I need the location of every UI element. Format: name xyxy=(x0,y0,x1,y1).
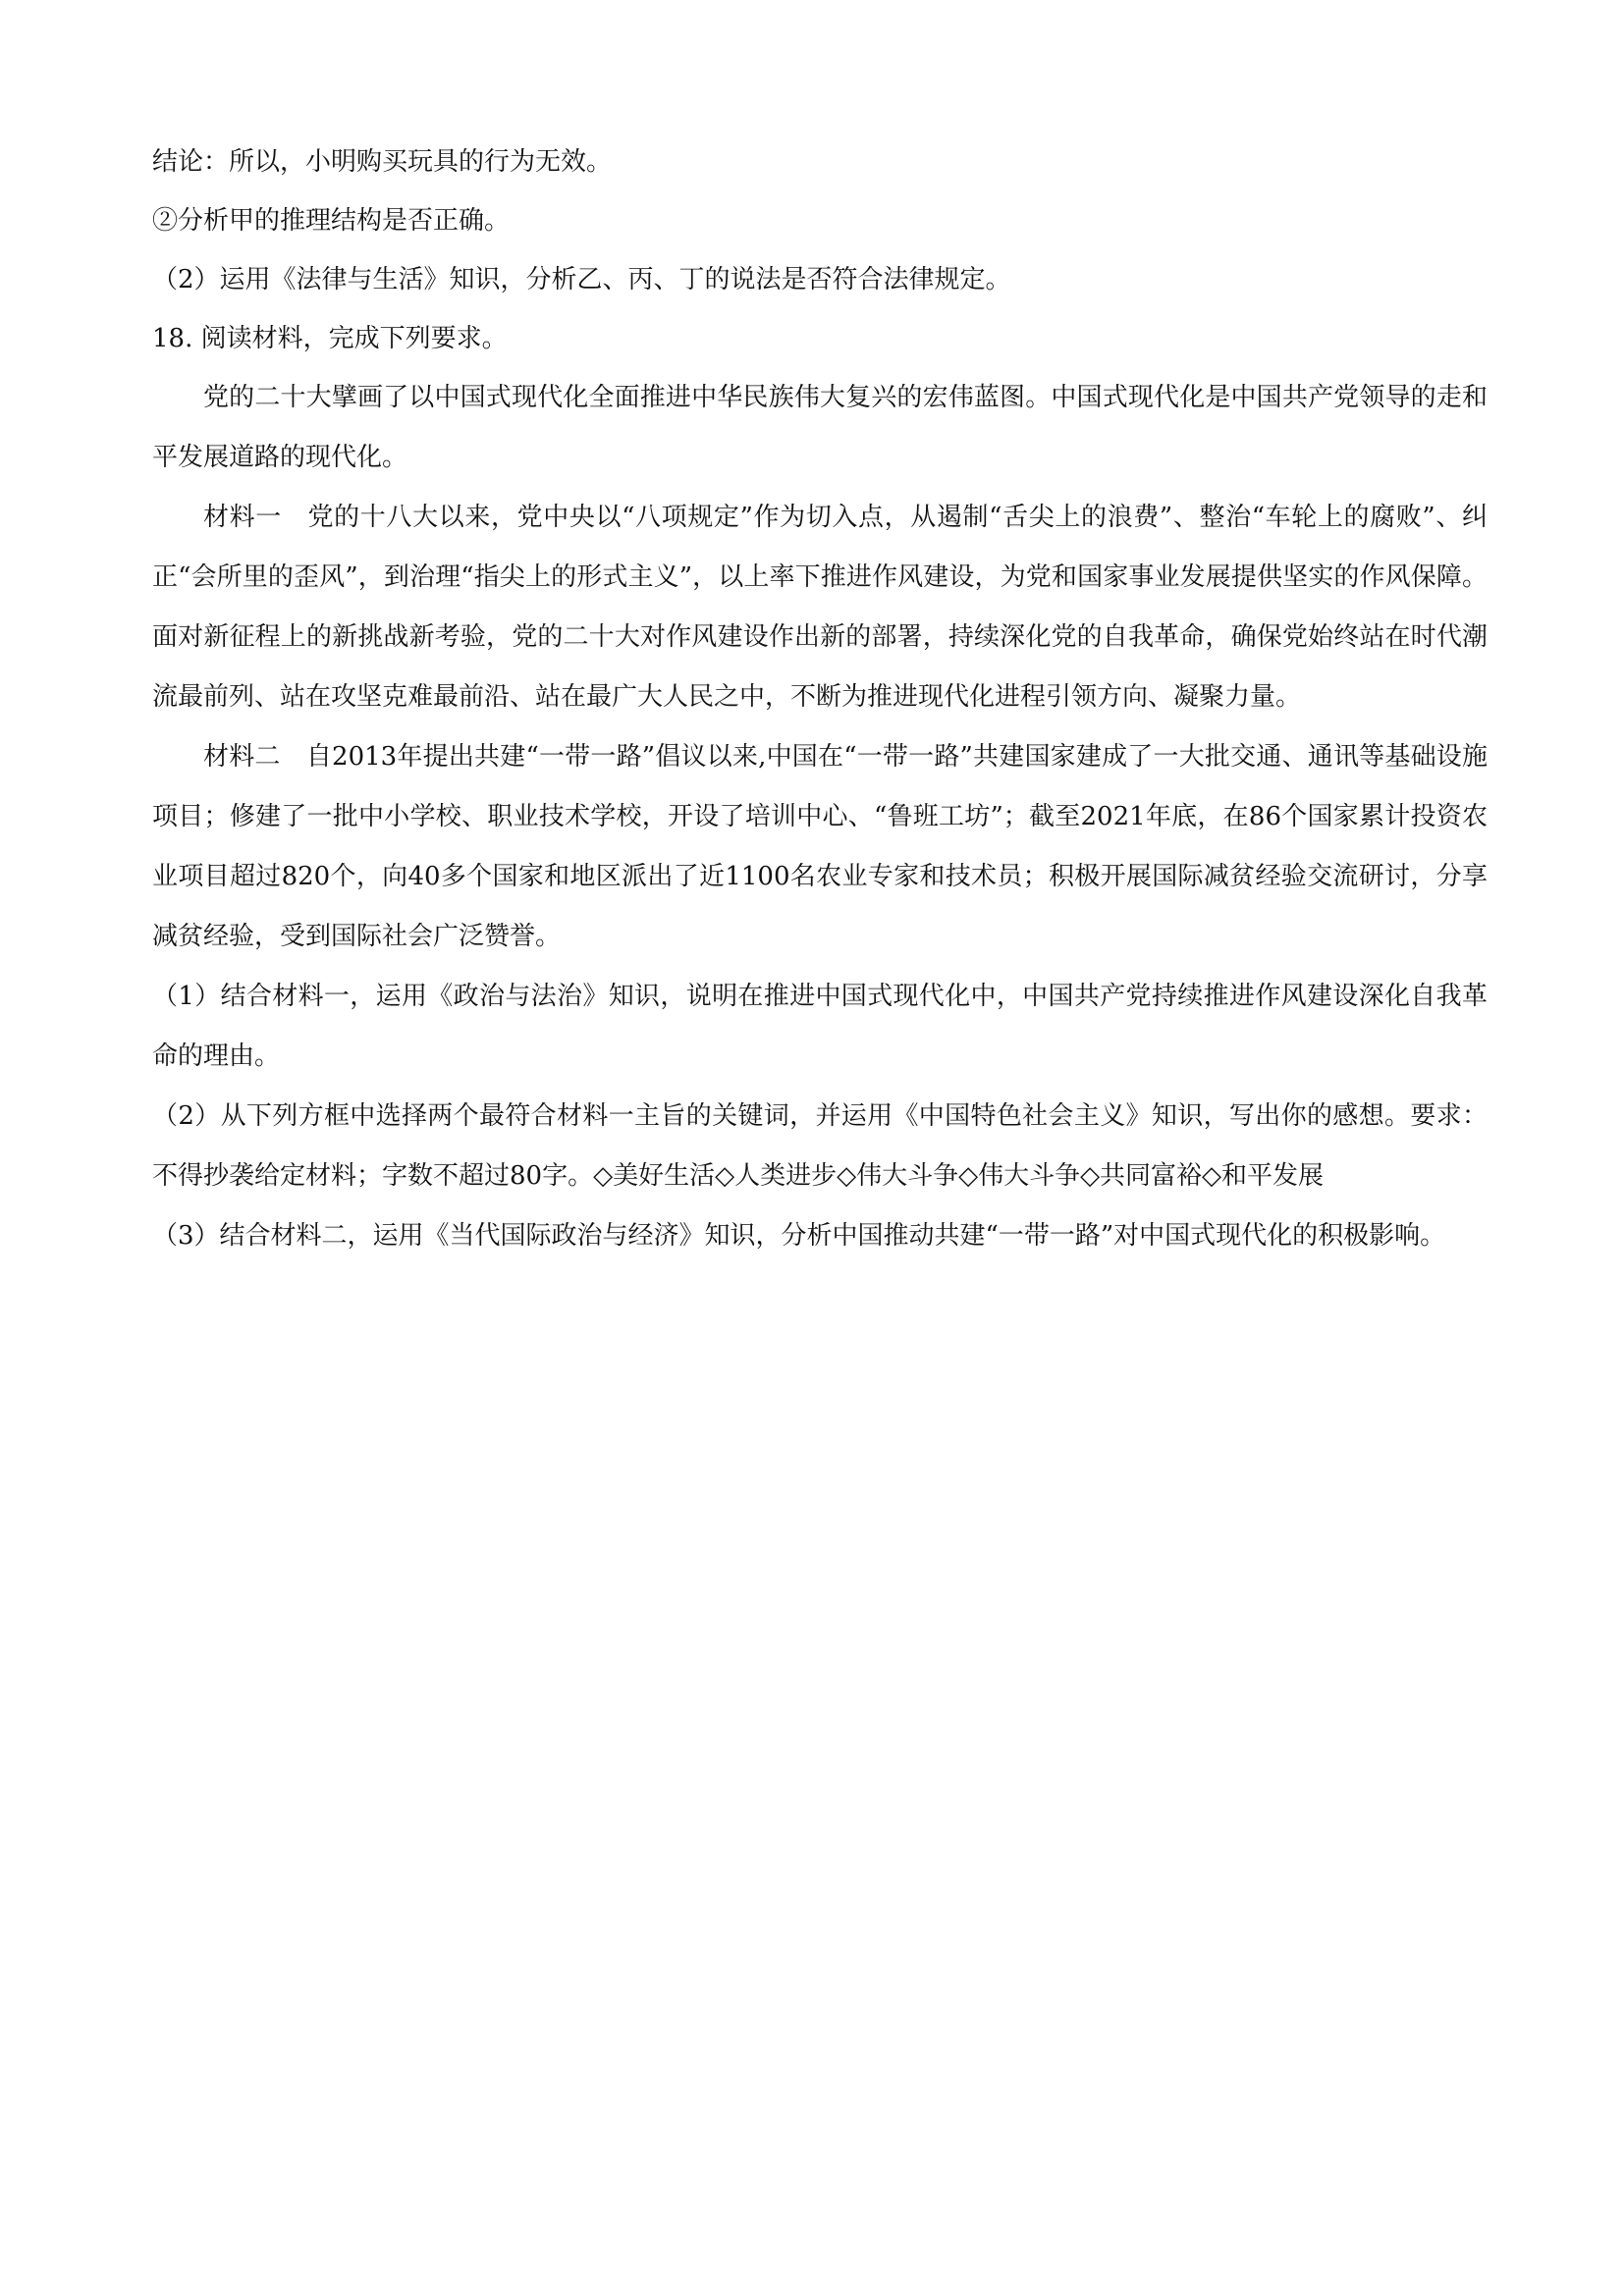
page-content xyxy=(152,133,1488,1266)
question-18-heading: 18. 阅读材料，完成下列要求。 xyxy=(152,324,508,353)
material-one: 材料一 党的十八大以来，党中央以“八项规定”作为切入点，从遏制“舌尖上的浪费”、整治“车轮上的腐败”、纠正“会所里的歪风”，到治理“指尖上的形式主义”，以上率下推进作风建设，为党和国家事业发展提供坚实的作风保障。面对新征程上的新挑战新考验，党的二十大对作风建设作出新的部署，持续深化党的自我革命，确保党始终站在时代潮流最前列、站在攻坚克难最前沿、站在最广大人民之中，不断为推进现代化进程引领方向、凝聚力量。 xyxy=(152,503,1488,712)
question-17-part-2: （2）运用《法律与生活》知识，分析乙、丙、丁的说法是否符合法律规定。 xyxy=(152,265,1011,294)
question-18-part-2: （2）从下列方框中选择两个最符合材料一主旨的关键词，并运用《中国特色社会主义》知识，写出你的感想。要求：不得抄袭给定材料；字数不超过80字。◇美好生活◇人类进步◇伟大斗争◇伟大斗争◇共同富裕◇和平发展 xyxy=(152,1101,1488,1191)
material-two: 材料二 自2013年提出共建“一带一路”倡议以来,中国在“一带一路”共建国家建成了一大批交通、通讯等基础设施项目；修建了一批中小学校、职业技术学校，开设了培训中心、“鲁班工坊”；截至2021年底，在86个国家累计投资农业项目超过820个，向40多个国家和地区派出了近1100名农业专家和技术员；积极开展国际减贫经验交流研讨，分享减贫经验，受到国际社会广泛赞誉。 xyxy=(152,742,1488,951)
conclusion-line: 结论：所以，小明购买玩具的行为无效。 xyxy=(152,147,613,177)
subquestion-analyze-structure: ②分析甲的推理结构是否正确。 xyxy=(152,206,511,236)
question-18-part-1: （1）结合材料一，运用《政治与法治》知识，说明在推进中国式现代化中，中国共产党持续推进作风建设深化自我革命的理由。 xyxy=(152,982,1488,1071)
question-18-part-3: （3）结合材料二，运用《当代国际政治与经济》知识，分析中国推动共建“一带一路”对中国式现代化的积极影响。 xyxy=(152,1221,1446,1251)
intro-paragraph: 党的二十大擘画了以中国式现代化全面推进中华民族伟大复兴的宏伟蓝图。中国式现代化是中国共产党领导的走和平发展道路的现代化。 xyxy=(152,383,1488,472)
